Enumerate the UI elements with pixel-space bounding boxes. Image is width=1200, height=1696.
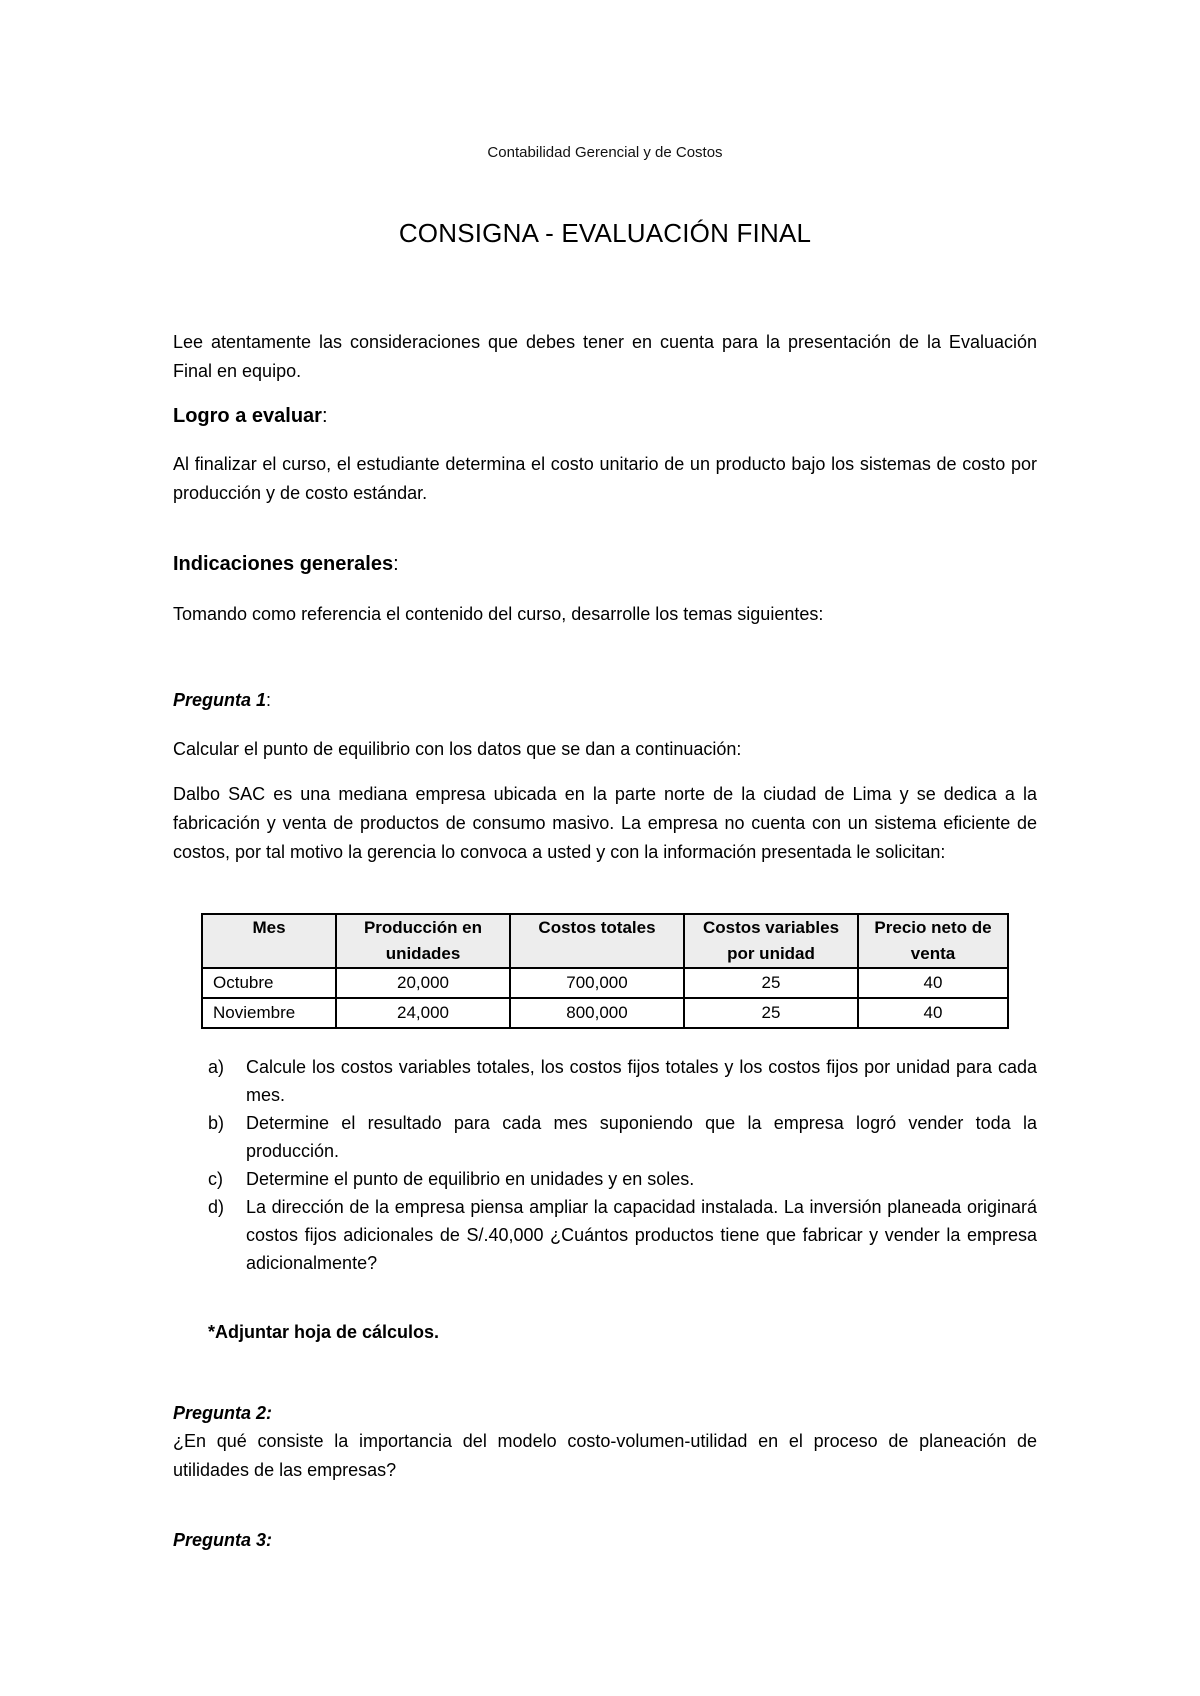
list-item <box>173 1053 1037 1109</box>
data-table <box>201 913 1009 1029</box>
pregunta-1-label <box>173 690 271 711</box>
table-row <box>202 998 1008 1028</box>
list-item-marker: b) <box>208 1113 225 1133</box>
logro-paragraph: Al finalizar el curso, el estudiante determina el costo unitario de un producto bajo los sistemas de costo por producción y de costo estándar. <box>173 454 1037 503</box>
indicaciones-paragraph: Tomando como referencia el contenido del curso, desarrolle los temas siguientes: <box>173 604 824 624</box>
list-item-text: Calcule los costos variables totales, los costos fijos totales y los costos fijos por unidad para cada mes. <box>246 1057 1037 1105</box>
pregunta-1-context: Dalbo SAC es una mediana empresa ubicada en la parte norte de la ciudad de Lima y se dedica a la fabricación y venta de productos de consumo masivo. La empresa no cuenta con un sistema eficiente de costos, por tal motivo la gerencia lo convoca a usted y con la información presentada le solicitan: <box>173 784 1037 862</box>
question-items-list <box>173 1053 1037 1277</box>
table-header-row <box>202 914 1008 968</box>
pregunta-1-label-colon: : <box>266 690 272 710</box>
pregunta-1-instruction: Calcular el punto de equilibrio con los datos que se dan a continuación: <box>173 739 742 759</box>
attachment-note: *Adjuntar hoja de cálculos. <box>208 1322 440 1342</box>
pregunta-1-label-text: Pregunta 1 <box>173 690 267 710</box>
list-item-text: Determine el resultado para cada mes suponiendo que la empresa logró vender toda la producción. <box>246 1113 1037 1161</box>
list-item <box>173 1165 1037 1193</box>
list-item-marker: c) <box>208 1169 223 1189</box>
table-row <box>202 968 1008 998</box>
table-cell: 24,000 <box>336 998 510 1028</box>
pregunta-2-label: Pregunta 2: <box>173 1403 273 1423</box>
table-header-cell: Precio neto de venta <box>858 914 1008 968</box>
page-header: Contabilidad Gerencial y de Costos <box>487 144 723 161</box>
indicaciones-heading-text: Indicaciones generales <box>173 553 394 575</box>
table-header-cell: Costos totales <box>510 914 684 968</box>
list-item-marker: a) <box>208 1057 225 1077</box>
pregunta-2-text: ¿En qué consiste la importancia del modelo costo-volumen-utilidad en el proceso de planeación de utilidades de las empresas? <box>173 1431 1037 1480</box>
table-header-cell: Mes <box>202 914 336 968</box>
table-cell: 40 <box>858 998 1008 1028</box>
document-title: CONSIGNA - EVALUACIÓN FINAL <box>398 218 812 248</box>
table-cell: 25 <box>684 998 858 1028</box>
logro-heading-text: Logro a evaluar <box>173 405 322 427</box>
logro-heading-colon: : <box>321 405 328 427</box>
list-item-marker: d) <box>208 1197 225 1217</box>
table-header-cell: Producción en unidades <box>336 914 510 968</box>
list-item-text: La dirección de la empresa piensa ampliar la capacidad instalada. La inversión planeada originará costos fijos adicionales de S/.40,000 ¿Cuántos productos tiene que fabricar y vender la empresa adicionalmente? <box>246 1197 1037 1273</box>
list-item <box>173 1109 1037 1165</box>
pregunta-3-label: Pregunta 3: <box>173 1530 273 1550</box>
table-cell: Octubre <box>202 968 336 998</box>
indicaciones-heading <box>173 553 399 576</box>
indicaciones-heading-colon: : <box>393 553 399 575</box>
intro-paragraph: Lee atentamente las consideraciones que debes tener en cuenta para la presentación de la Evaluación Final en equipo. <box>173 332 1037 381</box>
table-cell: 800,000 <box>510 998 684 1028</box>
table-header-cell: Costos variables por unidad <box>684 914 858 968</box>
logro-heading <box>173 405 328 428</box>
table-cell: 25 <box>684 968 858 998</box>
table-cell: Noviembre <box>202 998 336 1028</box>
table-cell: 20,000 <box>336 968 510 998</box>
table-cell: 700,000 <box>510 968 684 998</box>
table-cell: 40 <box>858 968 1008 998</box>
list-item <box>173 1193 1037 1277</box>
list-item-text: Determine el punto de equilibrio en unidades y en soles. <box>246 1169 695 1189</box>
